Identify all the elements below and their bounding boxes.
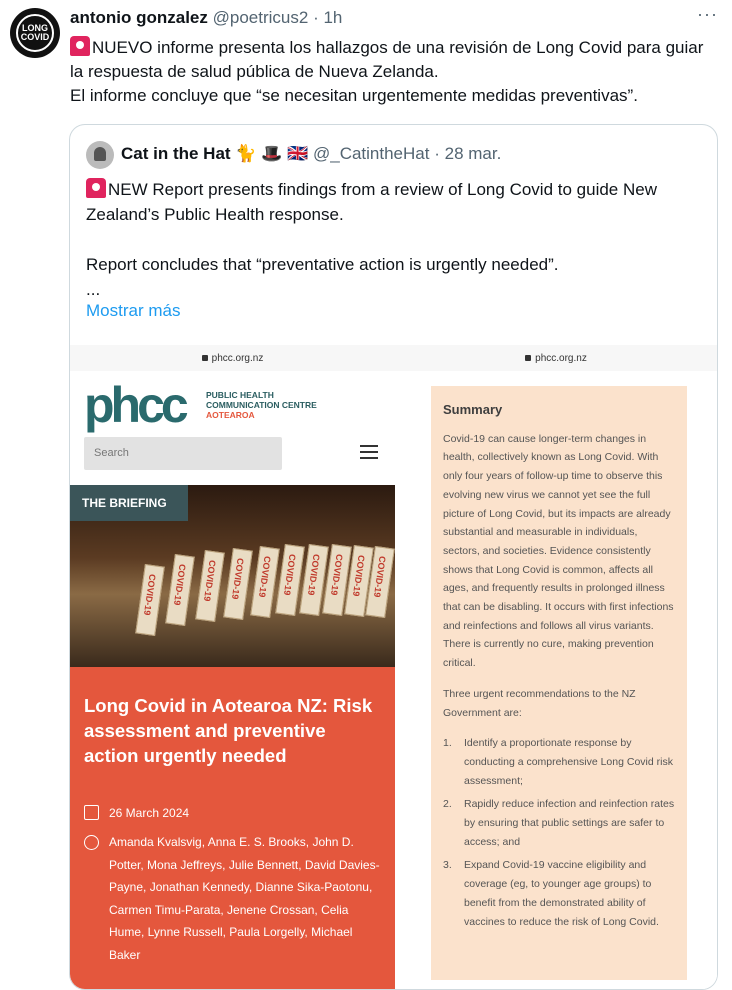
summary-paragraph-2: Three urgent recommendations to the NZ Government are: (443, 687, 636, 719)
recommendation-item: 1. Identify a proportionate response by conducting a comprehensive Long Covid risk assessment; (443, 737, 673, 787)
tweet-text-line-2: El informe concluye que “se necesitan urgentemente medidas preventivas”. (70, 86, 638, 105)
tweet-text (70, 36, 720, 108)
recommendations-list (443, 734, 675, 931)
tweet-text-line-1: NUEVO informe presenta los hallazgos de una revisión de Long Covid para guiar la respuesta de salud pública de Nueva Zelanda. (70, 38, 704, 81)
url-bar-left (70, 345, 395, 371)
quoted-timestamp[interactable]: 28 mar. (444, 144, 502, 163)
logo-line-1: PUBLIC HEALTH (206, 390, 274, 400)
url-left: phcc.org.nz (211, 352, 264, 364)
lock-icon (202, 355, 208, 361)
summary-box (431, 386, 687, 980)
person-icon (84, 835, 99, 850)
hamburger-menu-icon (360, 445, 378, 459)
article-card (70, 667, 395, 990)
authors-text: Amanda Kvalsvig, Anna E. S. Brooks, John D. Potter, Mona Jeffreys, Julie Bennett, David Davies-Payne, Jonathan Kennedy, Dianne Sika-Paotonu, Carmen Timu-Parata, Jenene Crossan, Celia Hume, Lynne Russell, Paula Lorgelly, Michael Baker (109, 835, 380, 962)
url-bar-right (395, 345, 717, 371)
quoted-text-line-1: NEW Report presents findings from a review of Long Covid to guide New Zealand’s Public Health response. (86, 180, 657, 224)
separator-dot: · (313, 8, 319, 27)
quoted-author-avatar[interactable] (86, 141, 114, 169)
logo-line-2: COMMUNICATION CENTRE (206, 400, 317, 410)
date-text: 26 March 2024 (109, 805, 190, 820)
image-right-panel (395, 345, 717, 990)
summary-paragraph-1: Covid-19 can cause longer-term changes in health, collectively known as Long Covid. With only four years of follow-up time to observe this evolving new virus we cannot yet see the full picture of Long Covid, but its impacts are already substantial and measurable in individuals, sectors, and societies. Evidence consistently shows that Long Covid is common, affects all ages, and frequently results in prolonged illness that can be disabling. It occurs with first infections and reinfections and follows all virus variants. There is currently no cure, making prevention critical. (443, 432, 674, 670)
calendar-icon (84, 805, 99, 820)
quoted-tweet[interactable] (69, 124, 718, 990)
avatar-text-2: COVID (20, 32, 50, 42)
article-authors (84, 831, 384, 966)
quoted-text (86, 177, 706, 302)
attached-image[interactable] (70, 345, 717, 990)
article-title: Long Covid in Aotearoa NZ: Risk assessment and preventive action urgently needed (84, 695, 373, 766)
author-avatar[interactable] (10, 8, 60, 58)
article-date (84, 805, 189, 820)
siren-emoji-icon (70, 36, 90, 56)
site-search-input: Search (84, 437, 282, 470)
logo-subtitle (206, 390, 317, 420)
quoted-text-line-2: Report concludes that “preventative action is urgently needed”. (86, 255, 559, 274)
logo-line-3: AOTEAROA (206, 410, 255, 420)
tweet-header (70, 8, 342, 28)
quoted-tweet-header (121, 144, 501, 164)
quoted-text-ellipsis: ... (86, 280, 101, 299)
show-more-link[interactable]: Mostrar más (86, 301, 181, 320)
summary-title: Summary (443, 402, 503, 417)
more-options-icon[interactable]: ··· (697, 4, 718, 24)
author-handle[interactable]: @poetricus2 (212, 8, 309, 27)
quoted-author-name[interactable]: Cat in the Hat (121, 144, 231, 163)
dominoes-photo: COVID-19 COVID-19 COVID-19 COVID-19 COVID-19 COVID-19 COVID-19 COVID-19 COVID-19 COVID-19 (70, 485, 395, 667)
recommendation-item: 3. Expand Covid-19 vaccine eligibility and coverage (eg, to younger age groups) to benefit from the demonstrated ability of vaccines to reduce the risk of Long Covid. (443, 859, 659, 928)
phcc-logo (84, 376, 364, 434)
quoted-siren-emoji-icon (86, 178, 106, 198)
image-left-panel (70, 345, 395, 990)
quoted-name-emojis: 🐈 🎩 🇬🇧 (235, 144, 309, 163)
quoted-author-handle[interactable]: @_CatintheHat (312, 144, 430, 163)
quoted-separator-dot: · (434, 144, 440, 163)
lock-icon (525, 355, 531, 361)
avatar-text-1: LONG (22, 23, 48, 33)
logo-word: phcc (84, 377, 185, 433)
recommendation-item: 2. Rapidly reduce infection and reinfection rates by ensuring that public settings are safer to access; and (443, 798, 675, 848)
tweet-timestamp[interactable]: 1h (323, 8, 343, 27)
author-name[interactable]: antonio gonzalez (70, 8, 208, 27)
url-right: phcc.org.nz (535, 352, 587, 364)
avatar-logo (16, 14, 54, 52)
the-briefing-label: THE BRIEFING (70, 485, 188, 521)
